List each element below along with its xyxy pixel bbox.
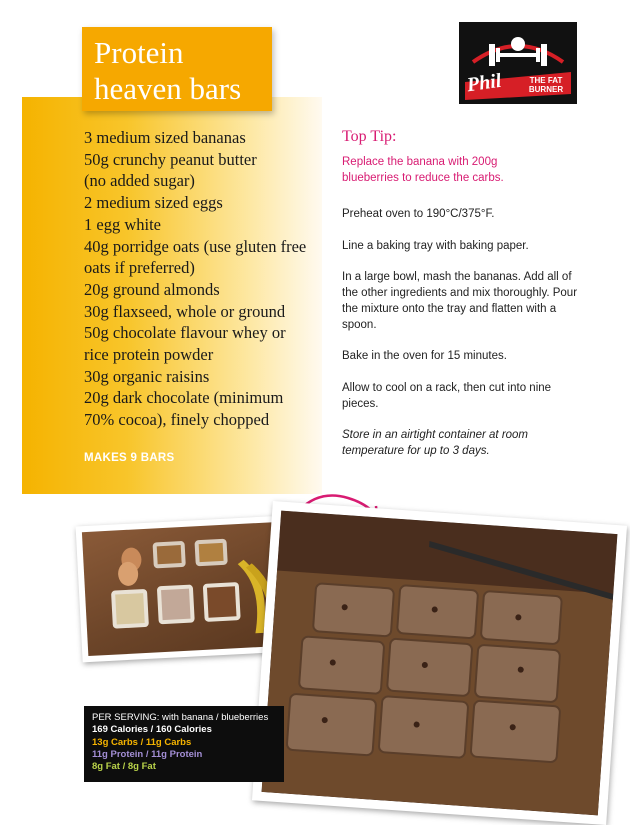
- phil-the-fat-burner-logo: [459, 22, 577, 104]
- ingredient-list: [84, 127, 319, 431]
- ingredient-line: 1 egg white: [84, 214, 161, 234]
- title-line-1: Protein: [94, 35, 184, 70]
- ingredient-line: 40g porridge oats (use gluten free: [84, 236, 307, 256]
- logo-tagline: THE FAT BURNER: [528, 76, 564, 94]
- nutrition-carbs: 13g Carbs / 11g Carbs: [92, 736, 192, 748]
- ingredient-line: 50g chocolate flavour whey or: [84, 323, 286, 343]
- nutrition-heading: PER SERVING: with banana / blueberries: [92, 712, 269, 723]
- nutrition-panel: [84, 706, 284, 782]
- protein-bars-photo: [252, 501, 627, 825]
- protein-bars-photo-image: [262, 511, 618, 816]
- method-step: Preheat oven to 190°C/375°F.: [342, 208, 495, 220]
- ingredient-line: 70% cocoa), finely chopped: [84, 410, 270, 430]
- ingredient-line: (no added sugar): [84, 171, 195, 191]
- ingredients-photo: [76, 516, 291, 663]
- ingredient-line: oats if preferred): [84, 258, 195, 278]
- top-tip-text: Replace the banana with 200g blueberries to reduce the carbs.: [342, 156, 504, 184]
- ingredient-line: 50g crunchy peanut butter: [84, 149, 257, 169]
- logo-wordmark: Phil: [465, 69, 503, 97]
- ingredient-line: 20g dark chocolate (minimum: [84, 388, 284, 408]
- nutrition-fat: 8g Fat / 8g Fat: [92, 761, 156, 773]
- ingredient-line: 30g flaxseed, whole or ground: [84, 301, 286, 321]
- ingredient-line: 30g organic raisins: [84, 366, 210, 386]
- method-step: In a large bowl, mash the bananas. Add all of the other ingredients and mix thoroughly. Pour the mixture onto the tray and flatten with a spoon.: [342, 271, 578, 331]
- nutrition-calories: 169 Calories / 160 Calories: [92, 724, 212, 736]
- top-tip-heading: Top Tip:: [342, 128, 397, 145]
- ingredient-line: rice protein powder: [84, 345, 214, 365]
- ingredients-illustration: [82, 522, 284, 656]
- makes-count: MAKES 9 BARS: [84, 452, 175, 464]
- title-line-2: heaven bars: [94, 71, 242, 106]
- nutrition-protein: 11g Protein / 11g Protein: [92, 748, 203, 760]
- protein-bars-illustration: [262, 511, 618, 816]
- ingredient-line: 3 medium sized bananas: [84, 128, 246, 147]
- method-step: Line a baking tray with baking paper.: [342, 239, 529, 252]
- method-step: Bake in the oven for 15 minutes.: [342, 350, 507, 363]
- recipe-title: [82, 27, 272, 111]
- storage-note: Store in an airtight container at room temperature for up to 3 days.: [342, 429, 529, 457]
- method-steps: [342, 207, 587, 476]
- ingredient-line: 20g ground almonds: [84, 279, 220, 299]
- ingredients-photo-image: [82, 522, 284, 656]
- method-step: Allow to cool on a rack, then cut into nine pieces.: [342, 381, 552, 410]
- ingredient-line: 2 medium sized eggs: [84, 193, 223, 213]
